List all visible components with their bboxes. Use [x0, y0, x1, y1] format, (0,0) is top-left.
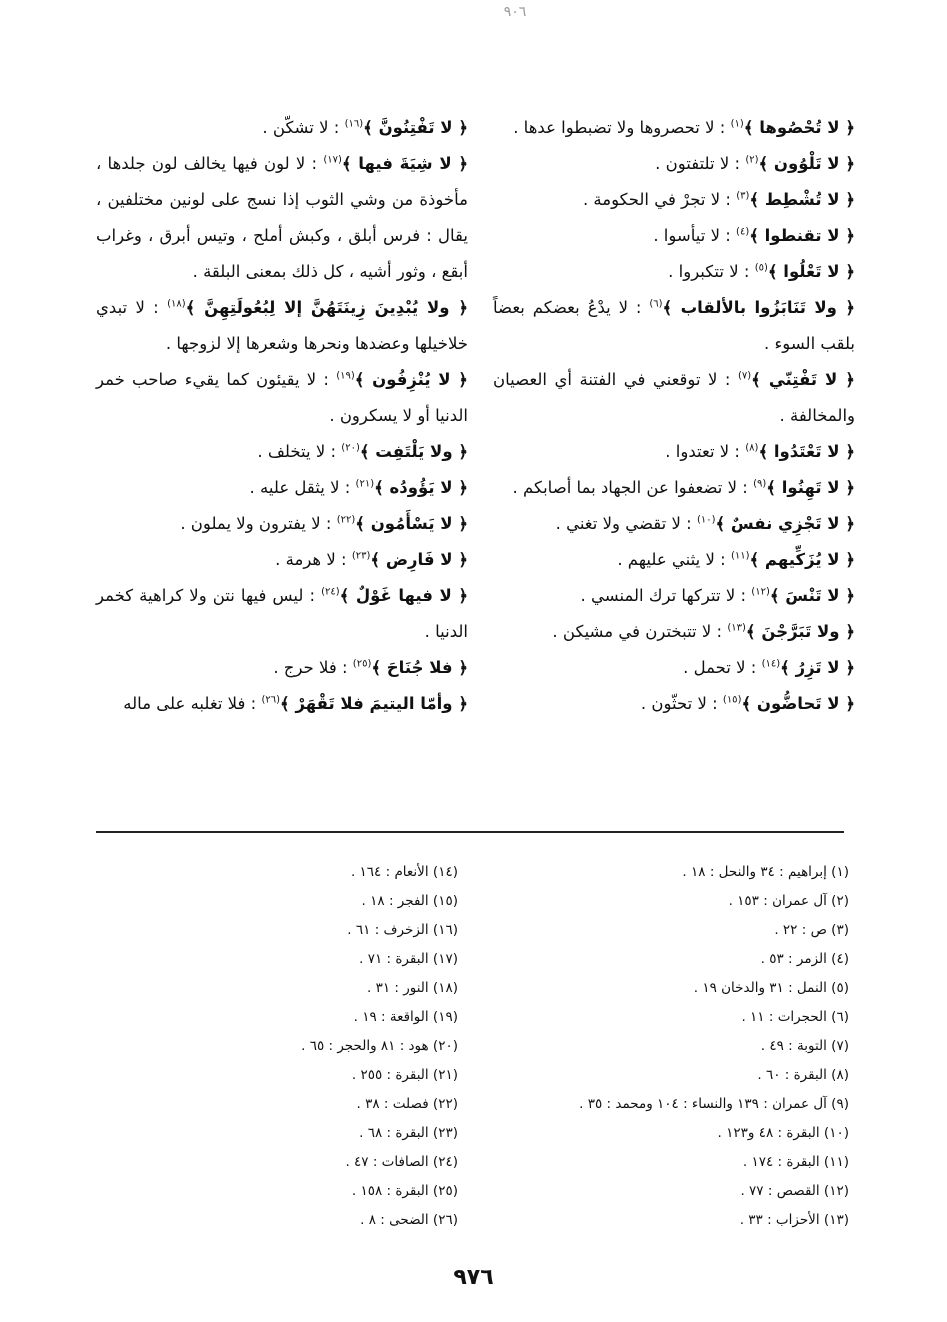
footnote-reference: (٢٠): [341, 442, 360, 454]
quranic-term: لا يَؤُودُه: [389, 478, 453, 497]
footnote: (١٤) الأنعام : ١٦٤ .: [350, 864, 458, 880]
quranic-term: لا فَارِض: [385, 550, 453, 569]
quranic-term: ولا تَنَابَزُوا بالألقاب: [680, 298, 837, 317]
glossary-entry: [493, 470, 855, 506]
footnote: (١٣) الأحزاب : ٣٣ .: [739, 1212, 849, 1228]
footnote-reference: (٣): [736, 190, 750, 202]
term-gloss: : لا تتبخترن في مشيكن .: [552, 622, 723, 641]
ornate-bracket-close: ﴾: [374, 478, 390, 497]
ornate-bracket-open: ﴿: [452, 514, 468, 533]
ornate-bracket-close: ﴾: [766, 478, 782, 497]
glossary-entry: [493, 434, 855, 470]
term-gloss: : لا هرمة .: [275, 550, 347, 569]
term-gloss: : لا تشكّن .: [262, 118, 340, 137]
footnote-reference: (٢٥): [352, 658, 372, 670]
quranic-term: لا يُنْزِفُون: [372, 370, 451, 389]
footnote-reference: (٦): [649, 298, 663, 310]
ornate-bracket-open: ﴿: [452, 694, 468, 713]
right-text-column: [493, 110, 855, 722]
footnote-reference: (٧): [737, 370, 752, 382]
glossary-entry: [96, 434, 468, 470]
glossary-entry: [493, 650, 855, 686]
footnote-reference: (٢١): [355, 478, 375, 490]
footnote: (١١) البقرة : ١٧٤ .: [742, 1154, 849, 1170]
ornate-bracket-close: ﴾: [371, 658, 387, 677]
quranic-term: لا تَجْزِي نفسٌ: [730, 514, 840, 533]
ornate-bracket-open: ﴿: [839, 586, 855, 605]
footnote: (٢٢) فصلت : ٣٨ .: [356, 1096, 458, 1112]
footnote: (٦) الحجرات : ١١ .: [741, 1009, 849, 1025]
quranic-term: لا تَنْسَ: [785, 586, 840, 605]
glossary-entry: [493, 614, 855, 650]
ornate-bracket-close: ﴾: [743, 118, 760, 137]
footnote: (٣) ص : ٢٢ .: [774, 922, 849, 938]
footnote: (١٦) الزخرف : ٦١ .: [347, 922, 458, 938]
footnote: (١٢) القصص : ٧٧ .: [740, 1183, 849, 1199]
quranic-term: لا تَحاضُّون: [756, 694, 840, 713]
ornate-bracket-open: ﴿: [451, 154, 468, 173]
glossary-entry: [493, 506, 855, 542]
footnote-reference: (١٠): [696, 514, 716, 526]
footnote: (١٩) الواقعة : ١٩ .: [353, 1009, 458, 1025]
ornate-bracket-close: ﴾: [363, 118, 379, 137]
ornate-bracket-close: ﴾: [339, 586, 356, 605]
footnote: (٢٦) الضحى : ٨ .: [360, 1212, 458, 1228]
ornate-bracket-open: ﴿: [837, 370, 855, 389]
ornate-bracket-open: ﴿: [451, 586, 468, 605]
footnote-reference: (٢٤): [321, 586, 340, 598]
ornate-bracket-open: ﴿: [839, 226, 855, 245]
term-gloss: : فلا تغلبه على ماله: [123, 694, 257, 713]
quranic-term: فلا جُنَاحَ: [386, 658, 453, 677]
footnote-reference: (١٨): [167, 298, 186, 310]
glossary-entry: [96, 290, 468, 362]
ornate-bracket-open: ﴿: [839, 442, 855, 461]
footnote: (١) إبراهيم : ٣٤ والنحل : ١٨ .: [682, 864, 849, 880]
quranic-term: وأمّا اليتيمَ فلا تَقْهَرْ: [295, 694, 453, 713]
ornate-bracket-open: ﴿: [839, 154, 855, 173]
term-gloss: : لا تتكبروا .: [668, 262, 750, 281]
footnote-reference: (١٧): [323, 154, 342, 166]
glossary-entry: [96, 506, 468, 542]
ornate-bracket-close: ﴾: [749, 226, 765, 245]
ornate-bracket-close: ﴾: [749, 550, 765, 569]
glossary-entry: [493, 578, 855, 614]
footnotes-right-column: [489, 858, 849, 1235]
term-gloss: : لا تتركها ترك المنسي .: [580, 586, 747, 605]
ornate-bracket-open: ﴿: [839, 118, 855, 137]
page-number: ٩٧٦: [453, 1265, 494, 1290]
footnote-reference: (١): [730, 118, 744, 130]
ornate-bracket-close: ﴾: [745, 622, 762, 641]
glossary-entry: [493, 110, 855, 146]
ornate-bracket-close: ﴾: [751, 370, 769, 389]
ornate-bracket-open: ﴿: [839, 550, 855, 569]
footnote-reference: (٩): [753, 478, 767, 490]
ornate-bracket-open: ﴿: [839, 190, 855, 209]
footnote-reference: (٢٢): [336, 514, 356, 526]
term-gloss: : ليس فيها نتن ولا كراهية كخمر الدنيا .: [96, 586, 468, 641]
quranic-term: لا تُشْطِط: [764, 190, 840, 209]
footnote: (١٠) البقرة : ٤٨ و١٢٣ .: [717, 1125, 849, 1141]
glossary-entry: [493, 182, 855, 218]
header-mark: ٩٠٦: [503, 4, 527, 20]
ornate-bracket-close: ﴾: [662, 298, 681, 317]
ornate-bracket-open: ﴿: [839, 622, 855, 641]
footnote-reference: (٢٦): [261, 694, 281, 706]
term-gloss: : لا تحمل .: [683, 658, 757, 677]
ornate-bracket-close: ﴾: [355, 514, 371, 533]
footnote: (٩) آل عمران : ١٣٩ والنساء : ١٠٤ ومحمد : ٣٥ .: [579, 1096, 849, 1112]
glossary-entry: [96, 470, 468, 506]
quranic-term: لا تُحْصُوها: [759, 118, 840, 137]
ornate-bracket-open: ﴿: [452, 550, 468, 569]
term-gloss: : لا تحصروها ولا تضبطوا عدها .: [513, 118, 726, 137]
quranic-term: لا تَفْتِنّي: [768, 370, 838, 389]
glossary-entry: [96, 578, 468, 650]
quranic-term: لا تَعْلُوا: [783, 262, 840, 281]
term-gloss: : فلا حرج .: [273, 658, 348, 677]
footnote: (٢٣) البقرة : ٦٨ .: [359, 1125, 458, 1141]
term-gloss: : لا تلتفتون .: [655, 154, 741, 173]
ornate-bracket-close: ﴾: [354, 370, 373, 389]
ornate-bracket-close: ﴾: [749, 190, 765, 209]
footnote-reference: (١١): [730, 550, 750, 562]
footnote-reference: (١٥): [722, 694, 742, 706]
quranic-term: لا يَسْأَمُون: [370, 514, 453, 533]
ornate-bracket-close: ﴾: [780, 658, 796, 677]
ornate-bracket-open: ﴿: [449, 298, 468, 317]
glossary-entry: [493, 254, 855, 290]
glossary-entry: [96, 686, 468, 722]
footnote-separator: [96, 831, 844, 833]
footnote-reference: (١٩): [336, 370, 355, 382]
quranic-term: لا تقنطوا: [764, 226, 840, 245]
footnote: (١٨) النور : ٣١ .: [366, 980, 458, 996]
quranic-term: لا تَهِنُوا: [781, 478, 840, 497]
quranic-term: لا تَفْتِنُونَّ: [378, 118, 453, 137]
term-gloss: : لا لون فيها يخالف لون جلدها ، مأخوذة من وشي الثوب إذا نسج على لونين مختلفين ، يقال : فرس أبلق ، وكبش أملح ، وتيس أبرق ، وغراب أبقع ، وثور أشيه ، كل ذلك بمعنى البلقة .: [96, 154, 468, 281]
glossary-entry: [96, 362, 468, 434]
ornate-bracket-close: ﴾: [741, 694, 757, 713]
term-gloss: : لا تبدي خلاخيلها وعضدها ونحرها وشعرها إلا لزوجها .: [96, 298, 468, 353]
ornate-bracket-close: ﴾: [341, 154, 359, 173]
term-gloss: : لا تيأسوا .: [653, 226, 731, 245]
footnote: (٧) التوبة : ٤٩ .: [760, 1038, 849, 1054]
term-gloss: : لا يفترون ولا يملون .: [180, 514, 332, 533]
footnote: (٢٠) هود : ٨١ والحجر : ٦٥ .: [301, 1038, 458, 1054]
ornate-bracket-close: ﴾: [359, 442, 376, 461]
footnote: (١٥) الفجر : ١٨ .: [361, 893, 458, 909]
ornate-bracket-close: ﴾: [715, 514, 731, 533]
ornate-bracket-open: ﴿: [452, 478, 468, 497]
footnote: (٥) النمل : ٣١ والدخان ١٩ .: [693, 980, 849, 996]
quranic-term: لا فيها غَوْلٌ: [355, 586, 452, 605]
footnote-reference: (١٦): [344, 118, 364, 130]
ornate-bracket-close: ﴾: [370, 550, 386, 569]
term-gloss: : لا تجرْ في الحكومة .: [582, 190, 731, 209]
quranic-term: لا شِيَةَ فيها: [358, 154, 452, 173]
glossary-entry: [493, 290, 855, 362]
footnote-reference: (١٤): [761, 658, 781, 670]
footnotes-left-column: [96, 858, 458, 1235]
term-gloss: : لا توقعني في الفتنة أي العصيان والمخالفة .: [493, 370, 855, 425]
quranic-term: ولا يَلْتَفِت: [375, 442, 453, 461]
glossary-entry: [493, 542, 855, 578]
term-gloss: : لا يقيئون كما يقيء صاحب خمر الدنيا أو لا يسكرون .: [96, 370, 468, 425]
footnote: (٢٥) البقرة : ١٥٨ .: [351, 1183, 458, 1199]
footnote-reference: (٢٣): [351, 550, 371, 562]
glossary-entry: [493, 362, 855, 434]
quranic-term: ولا تَبَرَّجْنَ: [761, 622, 840, 641]
glossary-entry: [96, 146, 468, 290]
term-gloss: : لا يثني عليهم .: [617, 550, 726, 569]
quranic-term: ولا يُبْدِينَ زِينَتَهُنَّ إلا لِبُعُولَتِهِنَّ: [204, 298, 450, 317]
ornate-bracket-close: ﴾: [767, 262, 784, 281]
footnote-reference: (٥): [754, 262, 768, 274]
footnote: (٢) آل عمران : ١٥٣ .: [728, 893, 849, 909]
ornate-bracket-open: ﴿: [836, 298, 855, 317]
footnote: (١٧) البقرة : ٧١ .: [359, 951, 458, 967]
quranic-term: لا تَعْتَدُوا: [773, 442, 840, 461]
glossary-entry: [493, 146, 855, 182]
ornate-bracket-close: ﴾: [769, 586, 786, 605]
term-gloss: : لا تقضي ولا تغني .: [555, 514, 692, 533]
quranic-term: لا تَلْوُون: [773, 154, 840, 173]
footnote-reference: (٢): [745, 154, 759, 166]
ornate-bracket-open: ﴿: [452, 118, 468, 137]
glossary-entry: [96, 650, 468, 686]
footnote: (٤) الزمر : ٥٣ .: [760, 951, 849, 967]
glossary-entry: [493, 686, 855, 722]
term-gloss: : لا تعتدوا .: [665, 442, 740, 461]
ornate-bracket-close: ﴾: [758, 442, 774, 461]
footnote-reference: (١٢): [751, 586, 770, 598]
ornate-bracket-open: ﴿: [839, 514, 855, 533]
glossary-entry: [96, 542, 468, 578]
term-gloss: : لا يتخلف .: [257, 442, 337, 461]
footnote: (٢١) البقرة : ٢٥٥ .: [351, 1067, 458, 1083]
ornate-bracket-open: ﴿: [839, 694, 855, 713]
ornate-bracket-open: ﴿: [839, 262, 855, 281]
ornate-bracket-open: ﴿: [450, 370, 468, 389]
footnote-reference: (٤): [736, 226, 750, 238]
term-gloss: : لا تحثّون .: [640, 694, 718, 713]
ornate-bracket-open: ﴿: [452, 658, 468, 677]
left-text-column: [96, 110, 468, 722]
ornate-bracket-close: ﴾: [185, 298, 205, 317]
ornate-bracket-open: ﴿: [452, 442, 468, 461]
quranic-term: لا يُزَكِّيهم: [764, 550, 840, 569]
term-gloss: : لا يثقل عليه .: [249, 478, 351, 497]
ornate-bracket-close: ﴾: [280, 694, 296, 713]
footnote: (٨) البقرة : ٦٠ .: [757, 1067, 849, 1083]
footnote-reference: (٨): [745, 442, 759, 454]
quranic-term: لا تَزِرُ: [795, 658, 840, 677]
term-gloss: : لا تضعفوا عن الجهاد بما أصابكم .: [512, 478, 748, 497]
ornate-bracket-open: ﴿: [839, 658, 855, 677]
ornate-bracket-close: ﴾: [758, 154, 774, 173]
term-gloss: : لا يدْعُ بعضكم بعضاً بلقب السوء .: [493, 298, 855, 353]
footnote-reference: (١٣): [727, 622, 746, 634]
ornate-bracket-open: ﴿: [839, 478, 855, 497]
glossary-entry: [493, 218, 855, 254]
glossary-entry: [96, 110, 468, 146]
footnote: (٢٤) الصافات : ٤٧ .: [345, 1154, 458, 1170]
